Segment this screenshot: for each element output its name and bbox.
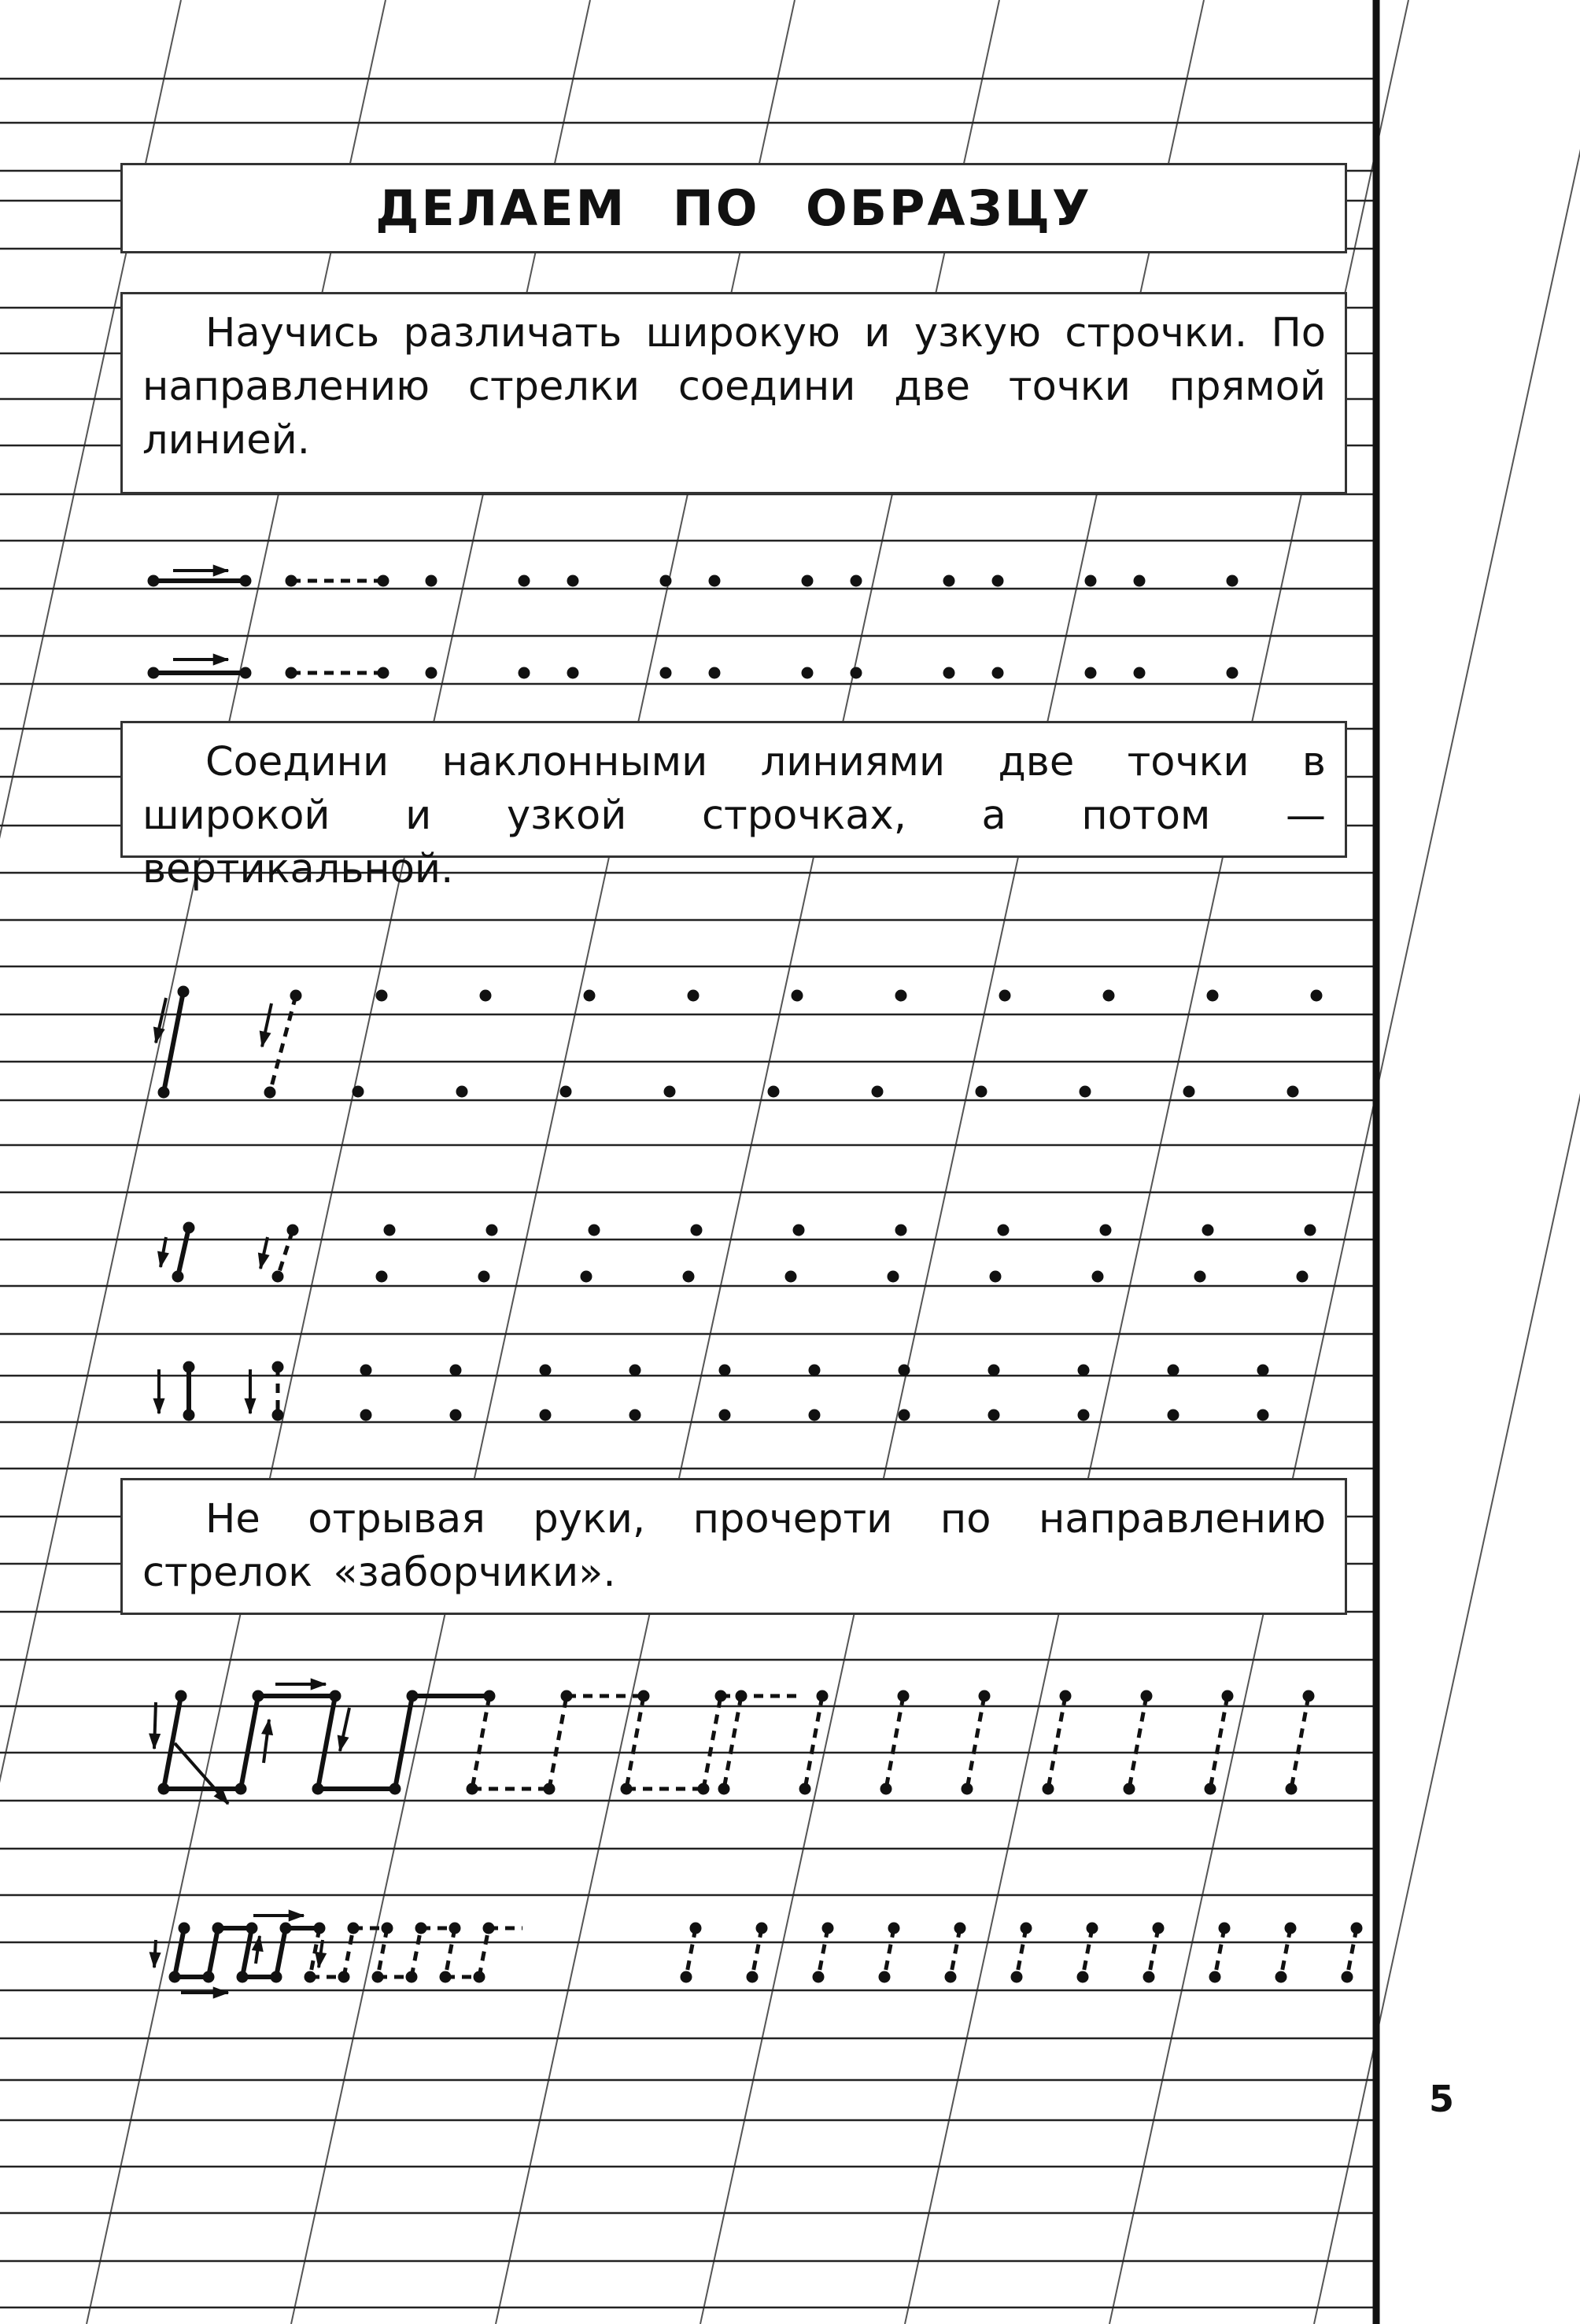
guide-dot <box>449 1923 460 1934</box>
guide-dot <box>660 667 671 678</box>
fence-stroke <box>1347 1928 1357 1977</box>
guide-dot <box>1311 990 1322 1001</box>
guide-dot <box>483 1923 494 1934</box>
guide-dot <box>992 575 1003 586</box>
fence-stroke <box>1215 1928 1224 1977</box>
arrow-head-icon <box>150 1734 161 1749</box>
guide-dot <box>1219 1923 1230 1934</box>
arrow-head-icon <box>260 1031 270 1047</box>
guide-dot <box>407 1690 418 1701</box>
guide-dot <box>235 1783 246 1794</box>
guide-dot <box>589 1225 600 1236</box>
fence-stroke <box>1048 1696 1065 1789</box>
guide-dot <box>992 667 1003 678</box>
guide-dot <box>988 1365 999 1376</box>
task-2-text: Соедини наклонными линиями две точки в широкой и узкой строчках, а потом — вертикальной. <box>142 739 1326 892</box>
guide-dot <box>888 1271 899 1282</box>
guide-dot <box>879 1971 890 1982</box>
guide-dot <box>519 575 530 586</box>
guide-dot <box>999 990 1010 1001</box>
guide-dot <box>988 1410 999 1421</box>
guide-dot <box>809 1365 820 1376</box>
guide-dot <box>1194 1271 1205 1282</box>
arrow-head-icon <box>289 1910 304 1921</box>
guide-dot <box>581 1271 592 1282</box>
guide-dot <box>172 1271 183 1282</box>
guide-dot <box>178 986 189 997</box>
guide-dot <box>629 1410 640 1421</box>
guide-dot <box>813 1971 824 1982</box>
guide-dot <box>1077 1971 1088 1982</box>
guide-dot <box>440 1971 451 1982</box>
guide-dot <box>338 1971 349 1982</box>
guide-dot <box>1222 1690 1233 1701</box>
guide-dot <box>681 1971 692 1982</box>
guide-dot <box>376 1271 387 1282</box>
guide-dot <box>1141 1690 1152 1701</box>
guide-dot <box>785 1271 796 1282</box>
guide-dot <box>567 575 578 586</box>
guide-dot <box>478 1271 489 1282</box>
guide-dot <box>802 667 813 678</box>
guide-dot <box>1275 1971 1287 1982</box>
guide-dot <box>169 1971 180 1982</box>
guide-dot <box>756 1923 767 1934</box>
guide-dot <box>747 1971 758 1982</box>
guide-dot <box>179 1923 190 1934</box>
guide-dot <box>271 1971 282 1982</box>
guide-dot <box>629 1365 640 1376</box>
guide-dot <box>1092 1271 1103 1282</box>
guide-dot <box>286 667 297 678</box>
guide-dot <box>1078 1365 1089 1376</box>
guide-dot <box>272 1410 283 1421</box>
guide-dot <box>305 1971 316 1982</box>
guide-dot <box>158 1783 169 1794</box>
guide-dot <box>183 1410 194 1421</box>
guide-dot <box>1085 575 1096 586</box>
guide-dot <box>990 1271 1001 1282</box>
guide-dot <box>426 575 437 586</box>
guide-dot <box>943 667 954 678</box>
fence-stroke <box>318 1696 335 1789</box>
guide-dot <box>1087 1923 1098 1934</box>
guide-dot <box>1227 575 1238 586</box>
guide-dot <box>1286 1783 1297 1794</box>
arrow-head-icon <box>153 1027 164 1043</box>
guide-dot <box>376 990 387 1001</box>
guide-dot <box>360 1410 371 1421</box>
guide-dot <box>1257 1365 1268 1376</box>
guide-dot <box>718 1783 729 1794</box>
guide-dot <box>1078 1410 1089 1421</box>
guide-dot <box>1080 1086 1091 1097</box>
fence-stroke <box>886 1696 903 1789</box>
guide-dot <box>822 1923 833 1934</box>
arrow-head-icon <box>258 1253 268 1269</box>
guide-dot <box>290 990 301 1001</box>
guide-dot <box>1305 1225 1316 1236</box>
guide-dot <box>979 1690 990 1701</box>
guide-dot <box>378 667 389 678</box>
guide-dot <box>348 1923 359 1934</box>
guide-dot <box>330 1690 341 1701</box>
guide-dot <box>1103 990 1114 1001</box>
guide-dot <box>792 990 803 1001</box>
fence-stroke <box>1149 1928 1158 1977</box>
guide-dot <box>1085 667 1096 678</box>
guide-dot <box>1134 575 1145 586</box>
guide-dot <box>272 1271 283 1282</box>
guide-dot <box>817 1690 828 1701</box>
guide-dot <box>584 990 595 1001</box>
arrow-head-icon <box>153 1398 164 1413</box>
guide-dot <box>899 1410 910 1421</box>
guide-dot <box>688 990 699 1001</box>
fence-stroke <box>724 1696 741 1789</box>
guide-dot <box>1060 1690 1071 1701</box>
guide-dot <box>1168 1410 1179 1421</box>
guide-dot <box>719 1410 730 1421</box>
guide-dot <box>895 990 906 1001</box>
guide-dot <box>378 575 389 586</box>
fence-stroke <box>1017 1928 1026 1977</box>
guide-dot <box>544 1783 555 1794</box>
guide-dot <box>183 1222 194 1233</box>
guide-dot <box>1209 1971 1220 1982</box>
guide-dot <box>943 575 954 586</box>
guide-dot <box>246 1923 257 1934</box>
task-3-text: Не отрывая руки, прочерти по направлению стрелок «заборчики». <box>142 1496 1326 1596</box>
guide-dot <box>450 1365 461 1376</box>
guide-dot <box>389 1783 401 1794</box>
guide-dot <box>360 1365 371 1376</box>
guide-dot <box>312 1783 323 1794</box>
guide-dot <box>1143 1971 1154 1982</box>
guide-dot <box>719 1365 730 1376</box>
guide-dot <box>793 1225 804 1236</box>
guide-dot <box>415 1923 426 1934</box>
guide-dot <box>621 1783 632 1794</box>
fence-stroke <box>967 1696 984 1789</box>
guide-dot <box>280 1923 291 1934</box>
arrow-head-icon <box>213 1987 228 1998</box>
page-number: 5 <box>1428 2078 1454 2120</box>
guide-dot <box>1297 1271 1308 1282</box>
guide-dot <box>880 1783 892 1794</box>
guide-dot <box>382 1923 393 1934</box>
guide-dot <box>1202 1225 1213 1236</box>
guide-dot <box>148 575 159 586</box>
title-box <box>120 163 1347 253</box>
guide-dot <box>519 667 530 678</box>
guide-dot <box>1342 1971 1353 1982</box>
fence-stroke <box>1210 1696 1227 1789</box>
task-1-text: Научись различать широкую и узкую строчки. По направлению стрелки соедини две точки прямой линией. <box>142 310 1326 464</box>
sample-stroke <box>178 1228 189 1277</box>
guide-dot <box>1227 667 1238 678</box>
fence-stroke <box>412 1928 421 1977</box>
task-2-box <box>120 721 1347 892</box>
fence-stroke <box>951 1928 960 1977</box>
guide-dot <box>560 1086 571 1097</box>
guide-dot <box>664 1086 675 1097</box>
guide-dot <box>175 1690 186 1701</box>
guide-dot <box>540 1410 551 1421</box>
guide-dot <box>709 575 720 586</box>
guide-dot <box>962 1783 973 1794</box>
guide-dot <box>480 990 491 1001</box>
guide-dot <box>287 1225 298 1236</box>
slant-line <box>1314 0 1580 2324</box>
fence-stroke <box>1291 1696 1309 1789</box>
guide-dot <box>660 575 671 586</box>
guide-dot <box>237 1971 248 1982</box>
fence-stroke <box>1083 1928 1092 1977</box>
guide-dot <box>683 1271 694 1282</box>
guide-dot <box>1183 1086 1194 1097</box>
guide-dot <box>456 1086 467 1097</box>
fence-stroke <box>242 1928 252 1977</box>
guide-dot <box>698 1783 709 1794</box>
guide-dot <box>467 1783 478 1794</box>
guide-dot <box>240 667 251 678</box>
guide-dot <box>895 1225 906 1236</box>
guide-dot <box>1205 1783 1216 1794</box>
guide-dot <box>484 1690 495 1701</box>
arrow-head-icon <box>316 1952 327 1967</box>
guide-dot <box>802 575 813 586</box>
fence-stroke <box>1281 1928 1290 1977</box>
fence-stroke <box>445 1928 455 1977</box>
guide-dot <box>799 1783 810 1794</box>
guide-dot <box>264 1087 275 1098</box>
guide-dot <box>426 667 437 678</box>
arrow-head-icon <box>338 1735 348 1751</box>
arrow-head-icon <box>150 1953 161 1967</box>
guide-dot <box>899 1365 910 1376</box>
guide-dot <box>851 575 862 586</box>
fence-stroke <box>479 1928 489 1977</box>
guide-dot <box>1011 1971 1022 1982</box>
guide-dot <box>158 1087 169 1098</box>
guide-dot <box>240 575 251 586</box>
guide-dot <box>203 1971 214 1982</box>
guide-dot <box>1303 1690 1314 1701</box>
arrow-head-icon <box>213 565 228 576</box>
guide-dot <box>286 575 297 586</box>
guide-dot <box>540 1365 551 1376</box>
guide-dot <box>212 1923 223 1934</box>
fence-stroke <box>1129 1696 1146 1789</box>
task-1-box <box>120 292 1347 494</box>
guide-dot <box>945 1971 956 1982</box>
fence-stroke <box>175 1928 184 1977</box>
guide-dot <box>384 1225 395 1236</box>
fence-stroke <box>276 1928 286 1977</box>
guide-dot <box>1153 1923 1164 1934</box>
fence-stroke <box>818 1928 828 1977</box>
guide-dot <box>314 1923 325 1934</box>
guide-dot <box>486 1225 497 1236</box>
guide-dot <box>888 1923 899 1934</box>
guide-dot <box>1168 1365 1179 1376</box>
guide-dot <box>768 1086 779 1097</box>
fence-stroke <box>209 1928 218 1977</box>
guide-dot <box>715 1690 726 1701</box>
fence-stroke <box>164 1696 181 1789</box>
dashed-stroke <box>278 1230 293 1277</box>
guide-dot <box>1285 1923 1296 1934</box>
guide-dot <box>148 667 159 678</box>
guide-dot <box>1257 1410 1268 1421</box>
guide-dot <box>567 667 578 678</box>
arrow-head-icon <box>245 1398 256 1413</box>
guide-dot <box>372 1971 383 1982</box>
arrow-head-icon <box>253 1936 264 1952</box>
guide-dot <box>1124 1783 1135 1794</box>
fence-stroke <box>241 1696 258 1789</box>
guide-dot <box>872 1086 883 1097</box>
guide-dot <box>561 1690 572 1701</box>
fence-stroke <box>686 1928 696 1977</box>
fence-stroke <box>884 1928 894 1977</box>
fence-stroke <box>472 1696 489 1789</box>
guide-dot <box>253 1690 264 1701</box>
guide-dot <box>1351 1923 1362 1934</box>
fence-stroke <box>378 1928 387 1977</box>
guide-dot <box>353 1086 364 1097</box>
dashed-stroke <box>270 996 296 1092</box>
fence-stroke <box>344 1928 353 1977</box>
guide-dot <box>1287 1086 1298 1097</box>
fence-stroke <box>703 1696 721 1789</box>
guide-dot <box>851 667 862 678</box>
arrow-head-icon <box>311 1679 326 1690</box>
fence-stroke <box>549 1696 567 1789</box>
guide-dot <box>638 1690 649 1701</box>
guide-dot <box>691 1225 702 1236</box>
guide-dot <box>976 1086 987 1097</box>
page-title: ДЕЛАЕМ ПО ОБРАЗЦУ <box>375 179 1092 237</box>
guide-dot <box>1207 990 1218 1001</box>
guide-dot <box>1134 667 1145 678</box>
guide-dot <box>272 1362 283 1373</box>
guide-dot <box>809 1410 820 1421</box>
guide-dot <box>1100 1225 1111 1236</box>
task-3-box <box>120 1478 1347 1615</box>
guide-dot <box>1043 1783 1054 1794</box>
guide-dot <box>450 1410 461 1421</box>
guide-dot <box>1021 1923 1032 1934</box>
guide-dot <box>183 1362 194 1373</box>
fence-stroke <box>752 1928 762 1977</box>
guide-dot <box>998 1225 1009 1236</box>
guide-dot <box>709 667 720 678</box>
guide-dot <box>690 1923 701 1934</box>
guide-dot <box>954 1923 965 1934</box>
guide-dot <box>406 1971 417 1982</box>
arrow-head-icon <box>213 654 228 665</box>
guide-dot <box>736 1690 747 1701</box>
guide-dot <box>474 1971 485 1982</box>
guide-dot <box>898 1690 909 1701</box>
